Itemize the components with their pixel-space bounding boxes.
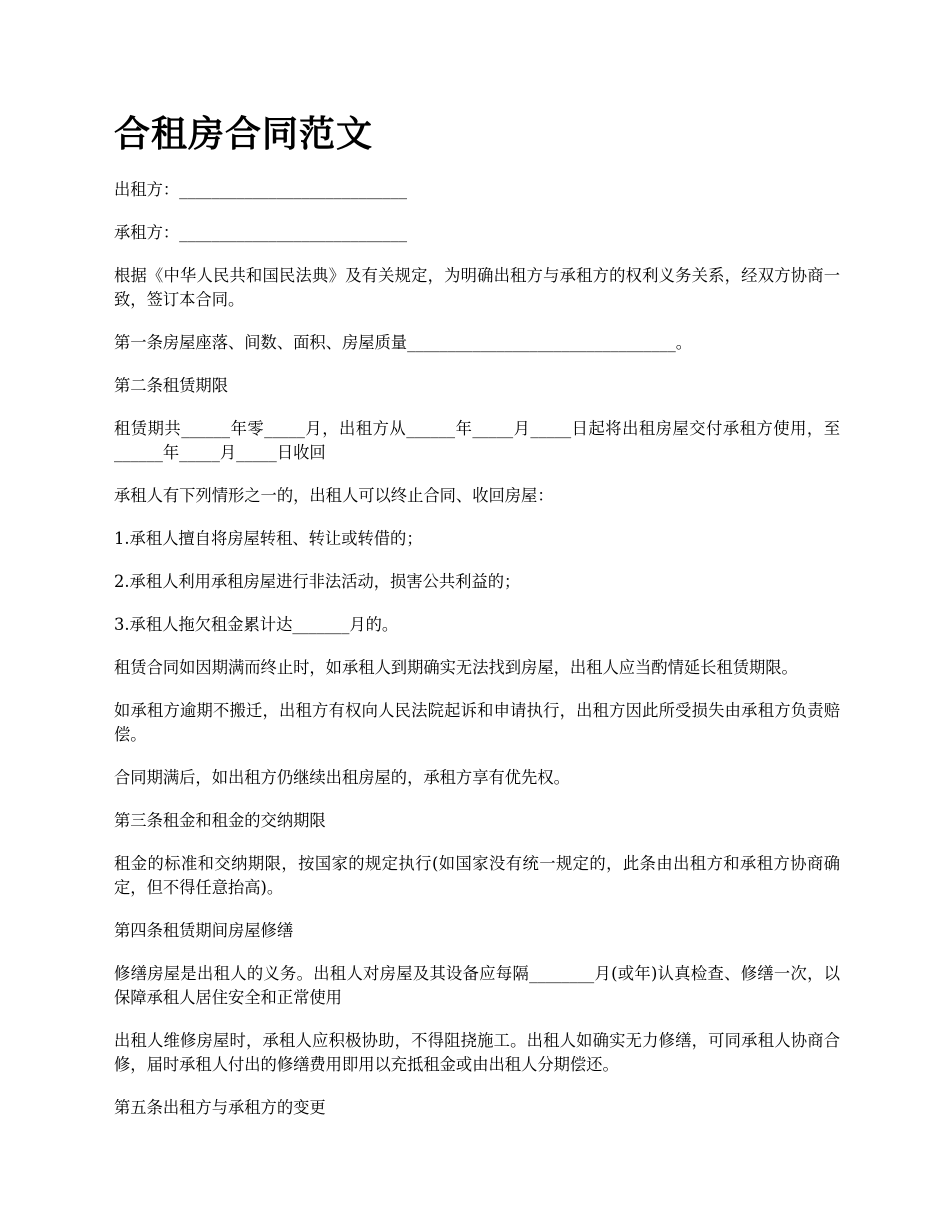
document-page (114, 110, 840, 1139)
lessee-line: 承租方：____________________________ (114, 223, 408, 242)
extension-paragraph: 租赁合同如因期满而终止时，如承租人到期确实无法找到房屋，出租人应当酌情延长租赁期限。 (114, 658, 798, 677)
repair-duty-paragraph: 修缮房屋是出租人的义务。出租人对房屋及其设备应每隔________月(或年)认真检查、修缮一次，以保障承租人居住安全和正常使用 (114, 964, 840, 1007)
article-1-paragraph: 第一条房屋座落、间数、面积、房屋质量_________________________________。 (114, 333, 692, 352)
article-2-heading: 第二条租赁期限 (114, 376, 228, 395)
termination-item-1: 1.承租人擅自将房屋转租、转让或转借的； (114, 529, 423, 548)
rent-paragraph: 租金的标准和交纳期限，按国家的规定执行(如国家没有统一规定的，此条由出租方和承租方协商确定，但不得任意抬高)。 (114, 854, 840, 897)
overdue-paragraph: 如承租方逾期不搬迁，出租方有权向人民法院起诉和申请执行，出租方因此所受损失由承租方负责赔偿。 (114, 701, 840, 744)
article-5-heading: 第五条出租方与承租方的变更 (114, 1098, 326, 1117)
priority-paragraph: 合同期满后，如出租方仍继续出租房屋的，承租方享有优先权。 (114, 768, 570, 787)
lease-term-paragraph: 租赁期共______年零_____月，出租方从______年_____月_____日起将出租房屋交付承租方使用，至______年_____月_____日收回 (114, 419, 840, 462)
lessor-line: 出租方：____________________________ (114, 180, 408, 199)
preamble-paragraph: 根据《中华人民共和国民法典》及有关规定，为明确出租方与承租方的权利义务关系，经双方协商一致，签订本合同。 (114, 266, 840, 309)
termination-item-3: 3.承租人拖欠租金累计达_______月的。 (114, 615, 399, 634)
termination-intro-paragraph: 承租人有下列情形之一的，出租人可以终止合同、收回房屋： (114, 486, 554, 505)
article-3-heading: 第三条租金和租金的交纳期限 (114, 811, 326, 830)
termination-item-2: 2.承租人利用承租房屋进行非法活动，损害公共利益的； (114, 572, 521, 591)
document-title: 合租房合同范文 (114, 113, 374, 155)
article-4-heading: 第四条租赁期间房屋修缮 (114, 921, 294, 940)
repair-cooperation-paragraph: 出租人维修房屋时，承租人应积极协助，不得阻挠施工。出租人如确实无力修缮，可同承租人协商合修，届时承租人付出的修缮费用即用以充抵租金或由出租人分期偿还。 (114, 1031, 840, 1074)
